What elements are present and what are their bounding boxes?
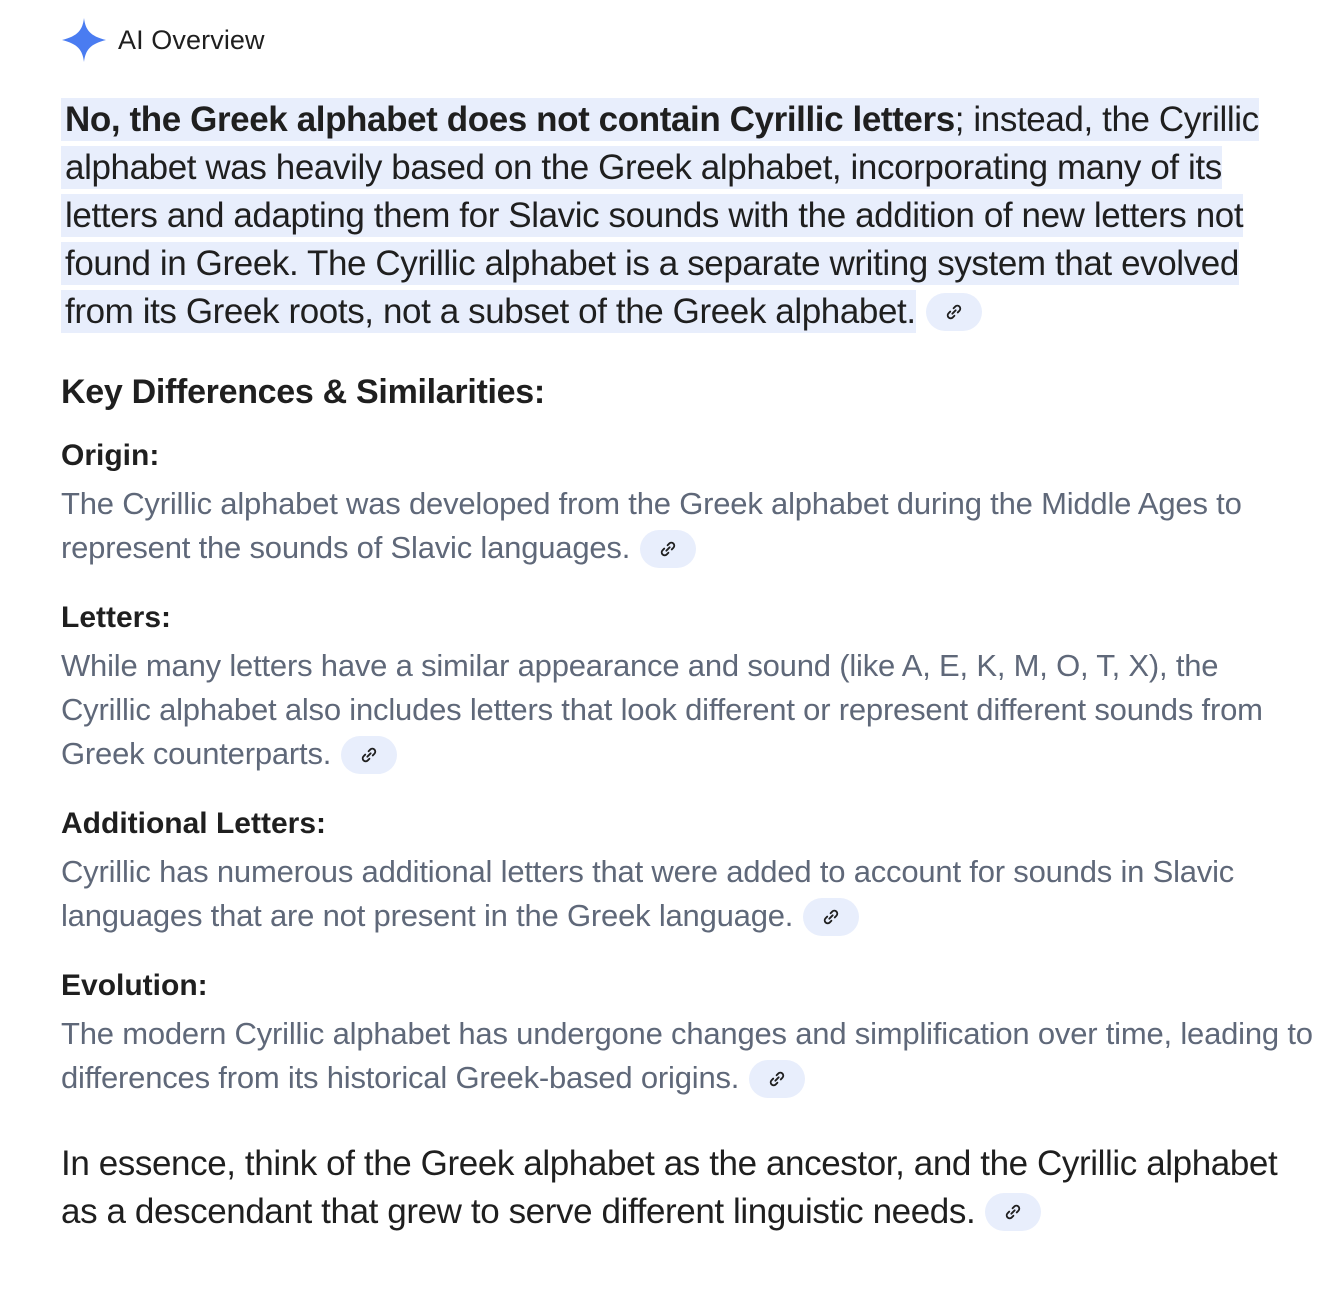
item-body-text: The modern Cyrillic alphabet has undergone changes and simplification over time, leading to differences from its historical Greek-based origins. [61,1016,1313,1095]
sparkle-icon [60,16,108,64]
item-title: Additional Letters: [61,807,327,840]
item-body-text: Cyrillic has numerous additional letters that were added to account for sounds in Slavic languages that are not present in the Greek language. [61,854,1235,933]
source-link-button[interactable] [985,1193,1041,1231]
ai-overview-title: AI Overview [118,24,265,55]
source-link-button[interactable] [749,1060,805,1098]
link-icon [767,1069,787,1089]
closing-paragraph [61,1140,1316,1236]
source-link-button[interactable] [341,736,397,774]
item-body [61,850,1316,938]
item-title: Letters: [61,601,172,634]
source-link-button[interactable] [803,898,859,936]
source-link-button[interactable] [640,530,696,568]
link-icon [658,539,678,559]
source-link-button[interactable] [926,293,982,331]
overview-content [61,96,1316,1236]
ai-overview-header [62,16,265,64]
list-item-evolution [61,966,1316,1100]
list-item-additional-letters [61,804,1316,938]
closing-text: In essence, think of the Greek alphabet as the ancestor, and the Cyrillic alphabet as a descendant that grew to serve different linguistic needs. [61,1144,1278,1231]
list-item-origin [61,436,1316,570]
item-title: Origin: [61,439,160,472]
item-body-text: While many letters have a similar appearance and sound (like A, E, K, M, O, T, X), the Cyrillic alphabet also includes letters that look different or represent different sounds from Greek counterparts. [61,648,1263,771]
link-icon [359,745,379,765]
item-title: Evolution: [61,969,208,1002]
link-icon [1003,1202,1023,1222]
summary-bold: No, the Greek alphabet does not contain Cyrillic letters [65,100,955,139]
item-body [61,482,1316,570]
item-body [61,1012,1316,1100]
summary-paragraph [61,96,1316,336]
summary-rest: ; instead, the Cyrillic alphabet was heavily based on the Greek alphabet, incorporating many of its letters and adapting them for Slavic sounds with the addition of new letters not found in Greek. The Cyrillic alphabet is a separate writing system that evolved from its Greek roots, not a subset of the Greek alphabet. [65,100,1259,331]
link-icon [944,302,964,322]
item-body-text: The Cyrillic alphabet was developed from the Greek alphabet during the Middle Ages to represent the sounds of Slavic languages. [61,486,1242,565]
list-item-letters [61,598,1316,776]
section-heading: Key Differences & Similarities: [61,373,545,411]
item-body [61,644,1316,776]
link-icon [821,907,841,927]
